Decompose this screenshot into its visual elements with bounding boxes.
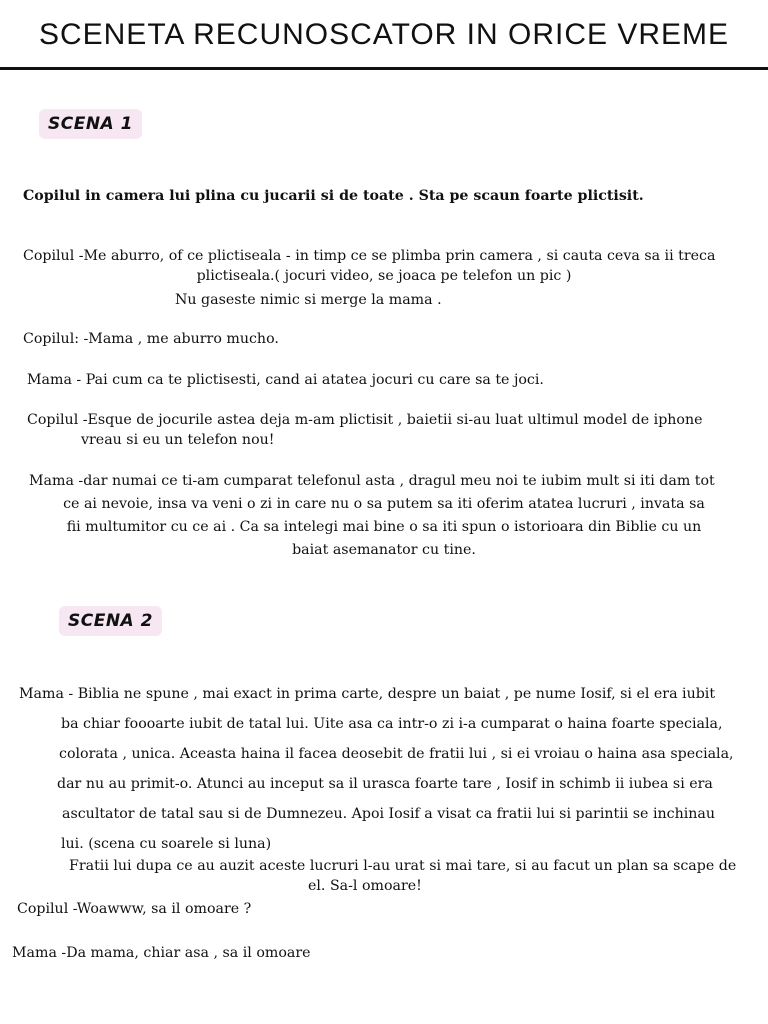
narration-line: Fratii lui dupa ce au auzit aceste lucruri l-au urat si mai tare, si au facut un plan sa scape de: [69, 858, 737, 874]
dialogue-line: Mama -dar numai ce ti-am cumparat telefonul asta , dragul meu noi te iubim mult si iti dam tot: [29, 473, 715, 489]
scene-1-setting: Copilul in camera lui plina cu jucarii si de toate . Sta pe scaun foarte plictisit.: [23, 188, 644, 204]
narration-line: colorata , unica. Aceasta haina il facea deosebit de fratii lui , si ei vroiau o haina asa speciala,: [59, 746, 734, 762]
dialogue-line: Copilul -Esque de jocurile astea deja m-am plictisit , baietii si-au luat ultimul model de iphone: [27, 412, 703, 428]
narration-line: ascultator de tatal sau si de Dumnezeu. Apoi Iosif a visat ca fratii lui si parintii se inchinau: [62, 806, 715, 822]
narration-line: ba chiar foooarte iubit de tatal lui. Uite asa ca intr-o zi i-a cumparat o haina foarte speciala,: [61, 716, 723, 732]
dialogue-line: Copilul: -Mama , me aburro mucho.: [23, 331, 279, 347]
dialogue-line: Mama - Pai cum ca te plictisesti, cand ai atatea jocuri cu care sa te joci.: [27, 372, 544, 388]
dialogue-line: vreau si eu un telefon nou!: [81, 432, 275, 448]
dialogue-line: Copilul -Me aburro, of ce plictiseala - in timp ce se plimba prin camera , si cauta ceva sa ii treca: [23, 248, 716, 264]
dialogue-line: Copilul -Woawww, sa il omoare ?: [17, 901, 252, 917]
title-divider: [0, 67, 768, 70]
dialogue-line: Mama -Da mama, chiar asa , sa il omoare: [12, 945, 311, 961]
stage-direction: Nu gaseste nimic si merge la mama .: [175, 292, 442, 308]
dialogue-line: plictiseala.( jocuri video, se joaca pe telefon un pic ): [196, 268, 572, 284]
narration-line: dar nu au primit-o. Atunci au inceput sa il urasca foarte tare , Iosif in schimb ii iubea si era: [57, 776, 713, 792]
scene-2-badge: SCENA 2: [59, 606, 162, 636]
narration-line: el. Sa-l omoare!: [308, 878, 422, 894]
narration-line: Mama - Biblia ne spune , mai exact in prima carte, despre un baiat , pe nume Iosif, si el era iubit: [19, 686, 716, 702]
scene-1-badge: SCENA 1: [39, 109, 142, 139]
document-title: SCENETA RECUNOSCATOR IN ORICE VREME: [38, 18, 730, 51]
dialogue-line: baiat asemanator cu tine.: [292, 542, 476, 558]
narration-line: lui. (scena cu soarele si luna): [61, 836, 272, 852]
dialogue-line: fii multumitor cu ce ai . Ca sa intelegi mai bine o sa iti spun o istorioara din Biblie cu un: [66, 519, 702, 535]
dialogue-line: ce ai nevoie, insa va veni o zi in care nu o sa putem sa iti oferim atatea lucruri , invata sa: [63, 496, 705, 512]
